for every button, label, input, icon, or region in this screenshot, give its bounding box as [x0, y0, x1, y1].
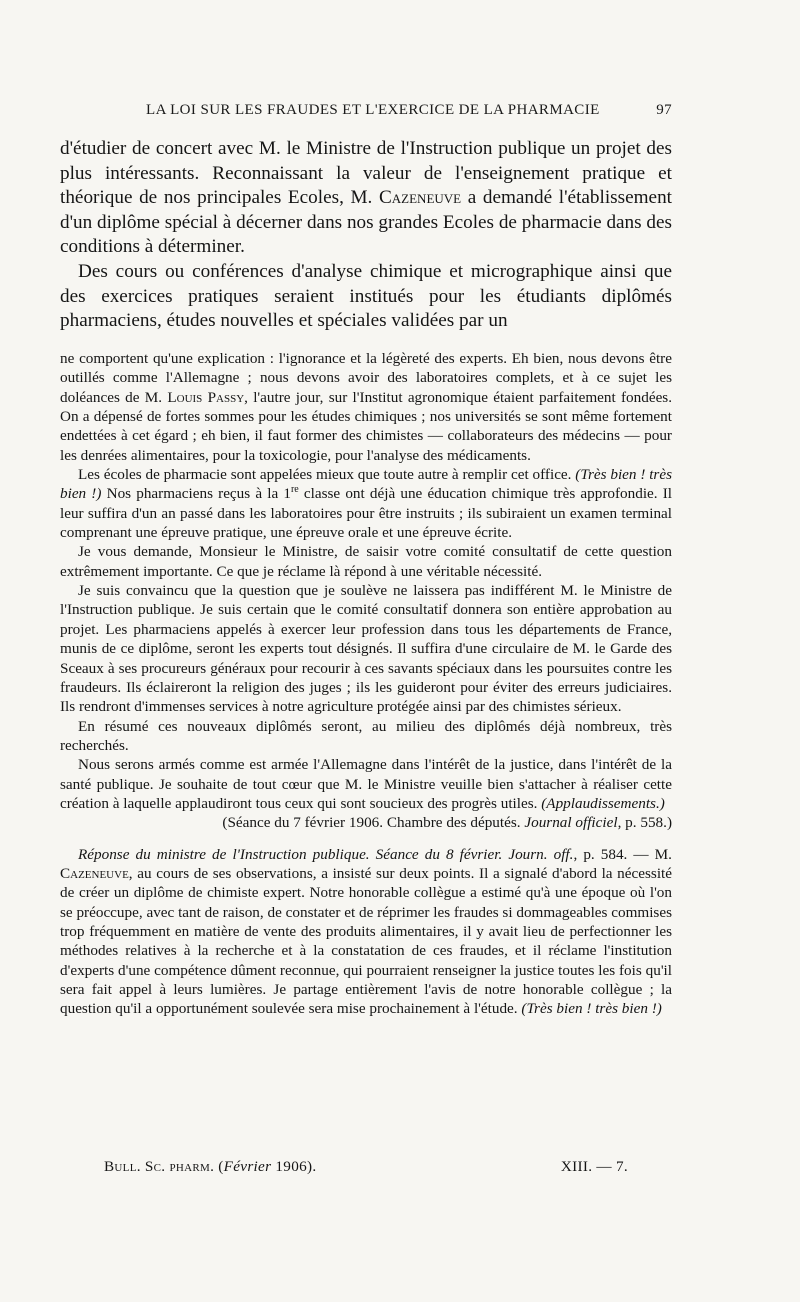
- note-paragraph-3: Je vous demande, Monsieur le Ministre, de saisir votre comité consultatif de cette question extrêmement importante. Ce que je réclame là répond à une véritable nécessité.: [60, 543, 672, 580]
- author-name: Cazeneuve: [378, 187, 462, 209]
- note-paragraph-4: Je suis convaincu que la question que je soulève ne laissera pas indifférent M. le Ministre de l'Instruction publique. Je suis certain que le comité consultatif donnera son entière approbation au projet. Les pharmaciens appelés à exercer leur profession dans tous les départements de France, munis de ce diplôme, seront les experts tout désignés. Il suffira d'une circulaire de M. le Garde des Sceaux à ses procureurs généraux pour recourir à ces savants spéciaux dans les poursuites contre les fraudeurs. Ils éclaireront la religion des juges ; ils les guideront pour éviter des erreurs judiciaires. Ils rendront d'immenses services à notre agriculture protégée ainsi par des chimistes sérieux.: [60, 582, 672, 716]
- text-span: 1906).: [271, 1158, 317, 1175]
- text-span: Nous serons armés comme est armée l'Allemagne dans l'intérêt de la justice, dans l'intérêt de la santé publique. Je souhaite de tout cœur que M. le Ministre veuille bien s'attacher à réaliser cette création à laquelle applaudiront tous ceux qui sont soucieux des progrès utiles.: [60, 756, 672, 812]
- superscript: re: [290, 484, 299, 496]
- text-span: classe ont déjà une éducation chimique très approfondie. Il leur suffira d'un an passé dans les laboratoires pour être instruits ; ils subiraient un examen terminal comprenant une épreuve pratique, une épreuve orale et une épreuve écrite.: [60, 485, 673, 542]
- footnote-text: [60, 349, 672, 1019]
- text-span: , p. 558.): [617, 814, 672, 832]
- text-span: , au cours de ses observations, a insisté sur deux points. Il a signalé d'abord la nécessité de créer un diplôme de chimiste expert. Notre honorable collègue a estimé qu'à une époque où l'on se préoccupe, avec tant de raison, de constater et de réprimer les fraudes si dommageables commises trop fréquemment en matière de vente des produits alimentaires, il y avait lieu de perfectionner les méthodes relatives à la recherche et à la constatation de ces fraudes, et il réclame l'institution d'experts d'une compétence dûment reconnue, qui pourraient renseigner la justice toutes les fois qu'il sera fait appel à leurs lumières. Je partage entièrement l'avis de notre honorable collègue ; la question qu'il a opportunément soulevée sera mise prochainement à l'étude.: [60, 864, 672, 1018]
- italic-span: Février: [223, 1158, 272, 1175]
- author-name: Cazeneuve: [60, 864, 129, 882]
- text-span: , p. 584. — M.: [573, 845, 672, 863]
- text-span: Nos pharmaciens reçus à la 1: [101, 485, 291, 503]
- note-paragraph-1: [60, 349, 672, 465]
- main-text: [60, 137, 672, 334]
- text-span: Les écoles de pharmacie sont appelées mieux que toute autre à remplir cet office.: [78, 466, 576, 484]
- text-span: (Séance du 7 février 1906. Chambre des députés.: [222, 814, 525, 832]
- minister-response: [60, 845, 672, 1019]
- text-span: d'étudier de concert avec M. le Ministre de l'Instruction publique un projet des plus intéressants. Reconnaissant la valeur de l'enseignement pratique et théorique de nos principales Ecoles, M.: [60, 138, 672, 209]
- italic-span: (Très bien ! très bien !): [521, 1000, 662, 1018]
- running-header: [60, 102, 672, 119]
- journal-reference: [104, 1158, 316, 1176]
- source-citation: [60, 813, 672, 832]
- note-paragraph-2: [60, 465, 672, 542]
- text-span: ne comportent qu'une explication : l'ignorance et la légèreté des experts. Eh bien, nous devons être outillés comme l'Allemagne ; nous devons avoir des laboratoires complets, et à ce sujet les doléances de M.: [60, 350, 672, 406]
- running-title: LA LOI SUR LES FRAUDES ET L'EXERCICE DE LA PHARMACIE: [146, 102, 600, 118]
- page-number: 97: [656, 102, 672, 118]
- text-span: Bull. Sc. pharm. (: [104, 1158, 224, 1175]
- main-paragraph-2: Des cours ou conférences d'analyse chimique et micrographique ainsi que des exercices pratiques seraient institués pour les étudiants diplômés pharmaciens, études nouvelles et spéciales validées par un: [60, 260, 672, 332]
- person-name: Louis Passy: [167, 388, 245, 406]
- italic-span: (Très bien ! très bien !): [60, 466, 672, 503]
- text-span: a demandé l'établissement d'un diplôme spécial à décerner dans nos grandes Ecoles de pharmacie dans des conditions à déterminer.: [60, 187, 672, 258]
- note-paragraph-5: En résumé ces nouveaux diplômés seront, au milieu des diplômés déjà nombreux, très recherchés.: [60, 717, 672, 754]
- signature-mark: XIII. — 7.: [560, 1158, 628, 1175]
- italic-span: Journal officiel: [524, 814, 618, 832]
- text-span: , l'autre jour, sur l'Institut agronomique étaient parfaitement fondées. On a dépensé de fortes sommes pour les études chimiques ; nos universités se sont même fortement endettées à cet égard ; eh bien, il faut former des chimistes — collaborateurs des médecins — pour les denrées alimentaires, pour la toxicologie, pour l'analyse des médicaments.: [60, 388, 673, 464]
- italic-span: Réponse du ministre de l'Instruction publique. Séance du 8 février. Journ. off.: [78, 845, 574, 863]
- page-footer: [104, 1158, 628, 1176]
- main-paragraph-1: [60, 137, 672, 260]
- note-paragraph-6: [60, 755, 672, 813]
- italic-span: (Applaudissements.): [541, 794, 665, 812]
